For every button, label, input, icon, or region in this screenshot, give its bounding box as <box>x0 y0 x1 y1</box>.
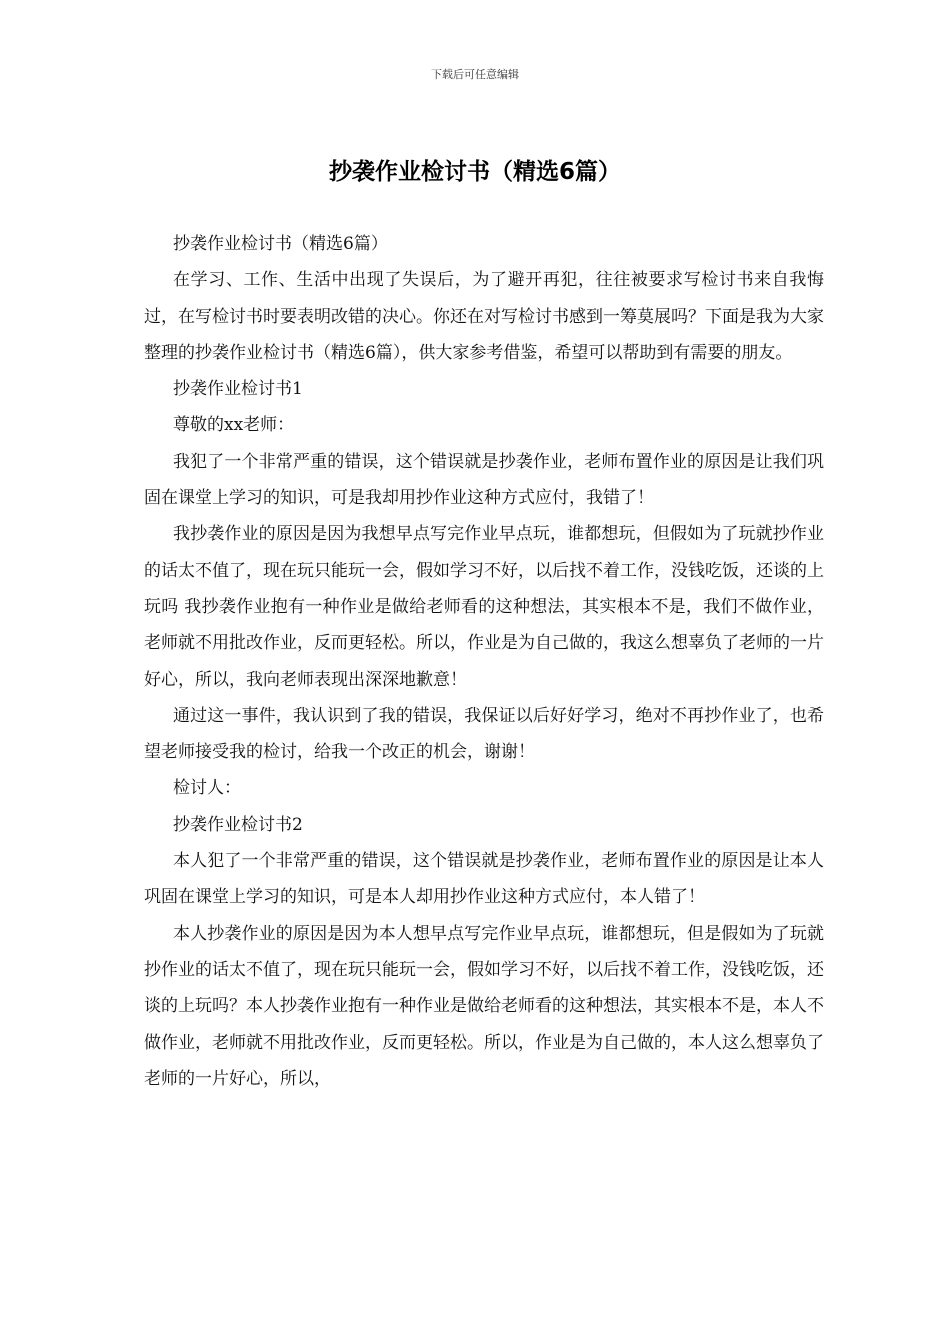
paragraph: 抄袭作业检讨书（精选6篇） <box>173 234 388 254</box>
signature-line: 检讨人： <box>173 778 241 799</box>
paragraph: 本人抄袭作业的原因是因为本人想早点写完作业早点玩，谁都想玩，但是假如为了玩就抄作业的话太不值了，现在玩只能玩一会，假如学习不好，以后找不着工作，没钱吃饭，还谈的上玩吗？本人抄袭作业抱有一种作业是做给老师看的这种想法，其实根本不是，本人不做作业，老师就不用批改作业，反而更轻松。所以，作业是为自己做的，本人这么想辜负了老师的一片好心，所以， <box>144 923 824 1089</box>
document-title: 抄袭作业检讨书（精选6篇） <box>328 159 621 185</box>
section-heading: 抄袭作业检讨书2 <box>173 814 303 835</box>
paragraph: 我犯了一个非常严重的错误，这个错误就是抄袭作业，老师布置作业的原因是让我们巩固在课堂上学习的知识，可是我却用抄作业这种方式应付，我错了！ <box>144 451 824 509</box>
paragraph: 本人犯了一个非常严重的错误，这个错误就是抄袭作业，老师布置作业的原因是让本人巩固在课堂上学习的知识，可是本人却用抄作业这种方式应付，本人错了！ <box>144 851 824 908</box>
paragraph: 通过这一事件，我认识到了我的错误，我保证以后好好学习，绝对不再抄作业了，也希望老师接受我的检讨，给我一个改正的机会，谢谢！ <box>144 705 824 763</box>
document-body <box>144 226 824 1097</box>
section-heading: 抄袭作业检讨书1 <box>173 379 303 400</box>
salutation: 尊敬的xx老师： <box>173 415 295 436</box>
paragraph: 在学习、工作、生活中出现了失误后，为了避开再犯，往往被要求写检讨书来自我悔过，在写检讨书时要表明改错的决心。你还在对写检讨书感到一筹莫展吗？下面是我为大家整理的抄袭作业检讨书（精选6篇），供大家参考借鉴，希望可以帮助到有需要的朋友。 <box>144 270 824 363</box>
page-header-note: 下载后可任意编辑 <box>431 68 519 81</box>
paragraph: 我抄袭作业的原因是因为我想早点写完作业早点玩，谁都想玩，但假如为了玩就抄作业的话太不值了，现在玩只能玩一会，假如学习不好，以后找不着工作，没钱吃饭，还谈的上玩吗 我抄袭作业抱有一种作业是做给老师看的这种想法，其实根本不是，我们不做作业，老师就不用批改作业，反而更轻松。所以，作业是为自己做的，我这么想辜负了老师的一片好心，所以，我向老师表现出深深地歉意！ <box>144 524 824 690</box>
